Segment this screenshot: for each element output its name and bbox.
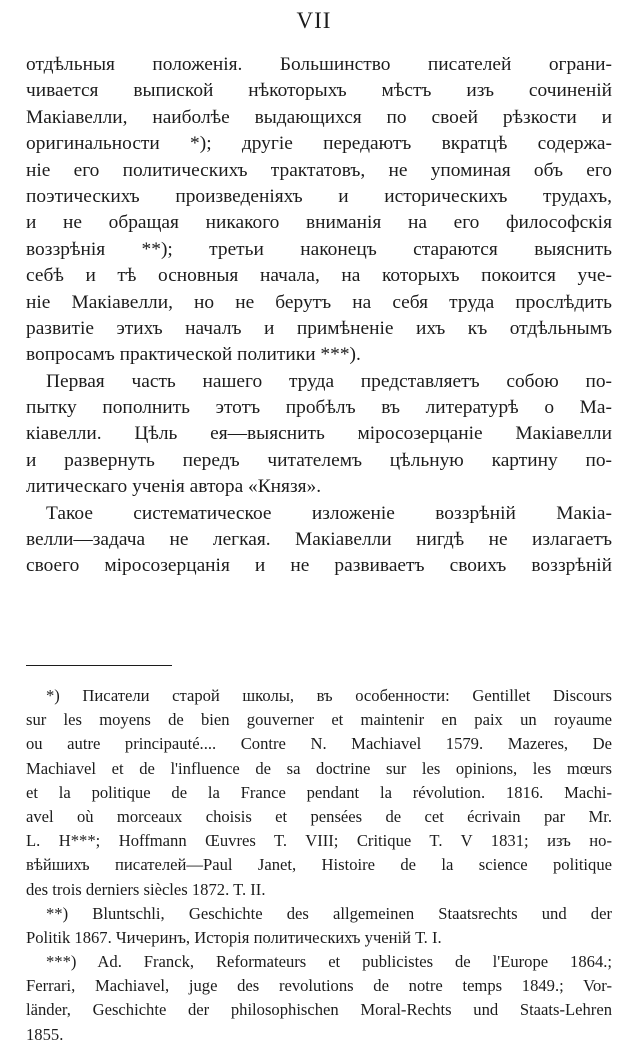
body-line: развитіе этихъ началъ и примѣненіе ихъ къ отдѣльнымъ bbox=[26, 317, 612, 339]
footnote-line: Machiavel et de l'influence de sa doctrine sur les opinions, les mœurs bbox=[26, 758, 612, 778]
footnotes bbox=[26, 684, 612, 1047]
footnote-line: **) Bluntschli, Geschichte des allgemeinen Staatsrechts und der bbox=[46, 903, 612, 923]
body-line: и не обращая никакого вниманія на его философскія bbox=[26, 212, 612, 234]
body-line: Такое систематическое изложеніе воззрѣній Макіа- bbox=[46, 502, 612, 524]
body-line: поэтическихъ произведеніяхъ и историческихъ трудахъ, bbox=[26, 185, 612, 207]
body-line: Первая часть нашего труда представляетъ собою по- bbox=[46, 370, 612, 392]
body-line: ніе его политическихъ трактатовъ, не упоминая объ его bbox=[26, 159, 612, 181]
footnote-line: sur les moyens de bien gouverner et maintenir en paix un royaume bbox=[26, 710, 612, 730]
body-text bbox=[26, 52, 612, 580]
page-number: VII bbox=[296, 8, 332, 33]
footnote-line: Politik 1867. Чичеринъ, Исторія политическихъ ученій Т. I. bbox=[26, 927, 442, 947]
footnote-line: 1855. bbox=[26, 1024, 64, 1044]
footnote-line: des trois derniers siècles 1872. T. II. bbox=[26, 879, 266, 899]
footnote-line: avel où morceaux choisis et pensées de cet écrivain par Mr. bbox=[26, 806, 612, 826]
footnote-line: вѣйшихъ писателей—Paul Janet, Histoire de la science politique bbox=[26, 855, 612, 875]
footnote-line: länder, Geschichte der philosophischen Moral-Rechts und Staats-Lehren bbox=[26, 1000, 612, 1020]
body-line: своего міросозерцанія и не развиваетъ своихъ воззрѣній bbox=[26, 555, 612, 577]
body-line: отдѣльныя положенія. Большинство писателей ограни- bbox=[26, 54, 612, 75]
body-line: велли—задача не легкая. Макіавелли нигдѣ не излагаетъ bbox=[26, 529, 612, 551]
body-line: себѣ и тѣ основныя начала, на которыхъ покоится уче- bbox=[26, 265, 612, 287]
body-line: пытку пополнить этотъ пробѣлъ въ литературѣ о Ма- bbox=[26, 397, 612, 419]
body-line: Макіавелли, наиболѣе выдающихся по своей рѣзкости и bbox=[26, 106, 612, 128]
footnote-line: ***) Ad. Franck, Reformateurs et publicistes de l'Europe 1864.; bbox=[46, 952, 612, 972]
body-line: воззрѣнія **); третьи наконецъ стараются выяснить bbox=[26, 238, 612, 260]
body-line: кіавелли. Цѣль ея—выяснить міросозерцаніе Макіавелли bbox=[26, 423, 612, 445]
footnote-separator bbox=[26, 665, 172, 666]
body-line: оригинальности *); другіе передаютъ вкратцѣ содержа- bbox=[26, 133, 612, 155]
footnote-line: L. H***; Hoffmann Œuvres T. VIII; Critique T. V 1831; изъ но- bbox=[26, 831, 612, 851]
body-line: вопросамъ практической политики ***). bbox=[26, 344, 361, 366]
footnote-line: *) Писатели старой школы, въ особенности: Gentillet Discours bbox=[46, 686, 612, 705]
footnote-line: et la politique de la France pendant la révolution. 1816. Machi- bbox=[26, 782, 612, 802]
body-line: и развернуть передъ читателемъ цѣльную картину по- bbox=[26, 449, 612, 471]
body-line: литическаго ученія автора «Князя». bbox=[26, 476, 322, 498]
body-line: чивается выпиской нѣкоторыхъ мѣстъ изъ сочиненій bbox=[26, 80, 612, 102]
footnote-line: Ferrari, Machiavel, juge des revolutions de notre temps 1849.; Vor- bbox=[26, 976, 612, 996]
body-line: ніе Макіавелли, но не берутъ на себя труда прослѣдить bbox=[26, 291, 612, 313]
footnote-line: ou autre principauté.... Contre N. Machiavel 1579. Mazeres, De bbox=[26, 734, 612, 754]
